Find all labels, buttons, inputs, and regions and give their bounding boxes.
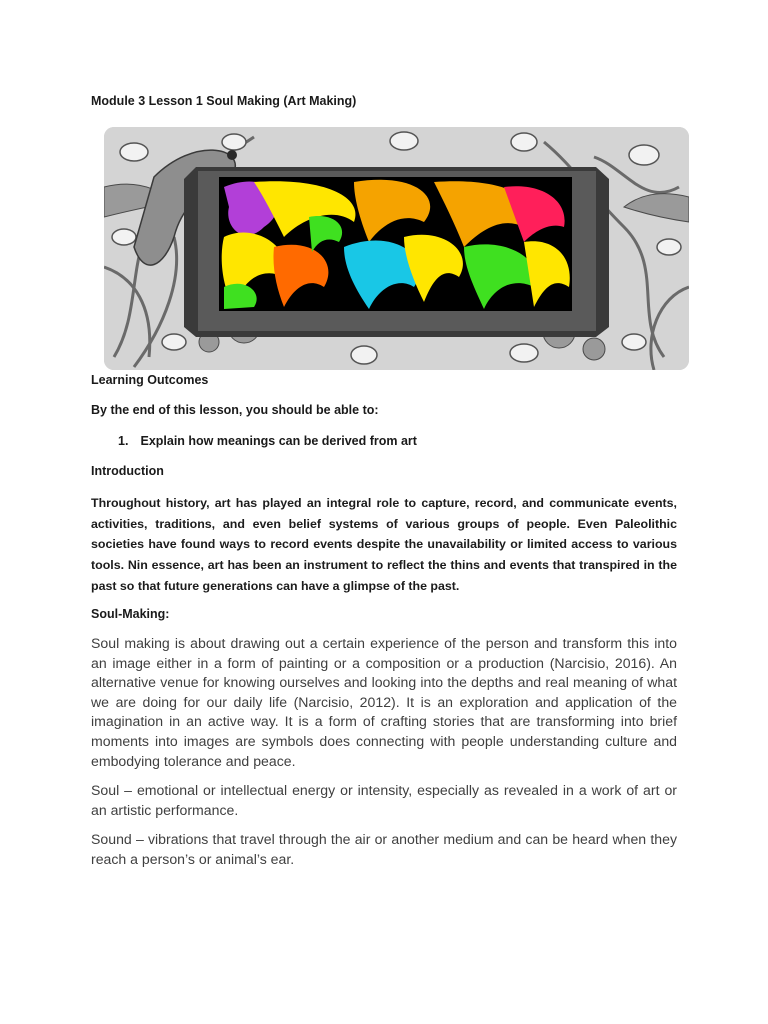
soul-making-heading: Soul-Making:: [91, 607, 170, 621]
learning-outcomes-heading: Learning Outcomes: [91, 373, 209, 387]
list-item-text: Explain how meanings can be derived from art: [140, 434, 417, 448]
lesson-artwork-image: [104, 127, 689, 370]
introduction-paragraph: Throughout history, art has played an integral role to capture, record, and communicate events, activities, traditions, and even belief systems of various groups of people. Even Paleolithic societies have found ways to record events despite the unavailability or limited access to various tools. Nin essence, art has been an instrument to reflect the thins and events that transpired in the past so that future generations can have a glimpse of the past.: [91, 496, 677, 593]
introduction-heading: Introduction: [91, 464, 164, 478]
list-item-number: 1.: [118, 434, 129, 448]
objective-lead: By the end of this lesson, you should be able to:: [91, 403, 379, 417]
page-title: Module 3 Lesson 1 Soul Making (Art Making): [91, 94, 357, 108]
soul-making-paragraph: Soul making is about drawing out a certain experience of the person and transform this into an image either in a form of painting or a composition or a production (Narcisio, 2016). An alternative venue for knowing ourselves and looking into the depths and real meaning of what we are doing for our daily life (Narcisio, 2012). It is an exploration and application of the imagination in an active way. It is a form of crafting stories that are transforming into brief moments into images are symbols does connecting with people understanding culture and embodying tolerance and peace.: [91, 635, 677, 769]
soul-definition-paragraph: Soul – emotional or intellectual energy or intensity, especially as revealed in a work of art or an artistic performance.: [91, 782, 677, 818]
sound-definition-paragraph: Sound – vibrations that travel through the air or another medium and can be heard when they reach a person’s or animal’s ear.: [91, 831, 677, 867]
list-item: [118, 434, 417, 448]
